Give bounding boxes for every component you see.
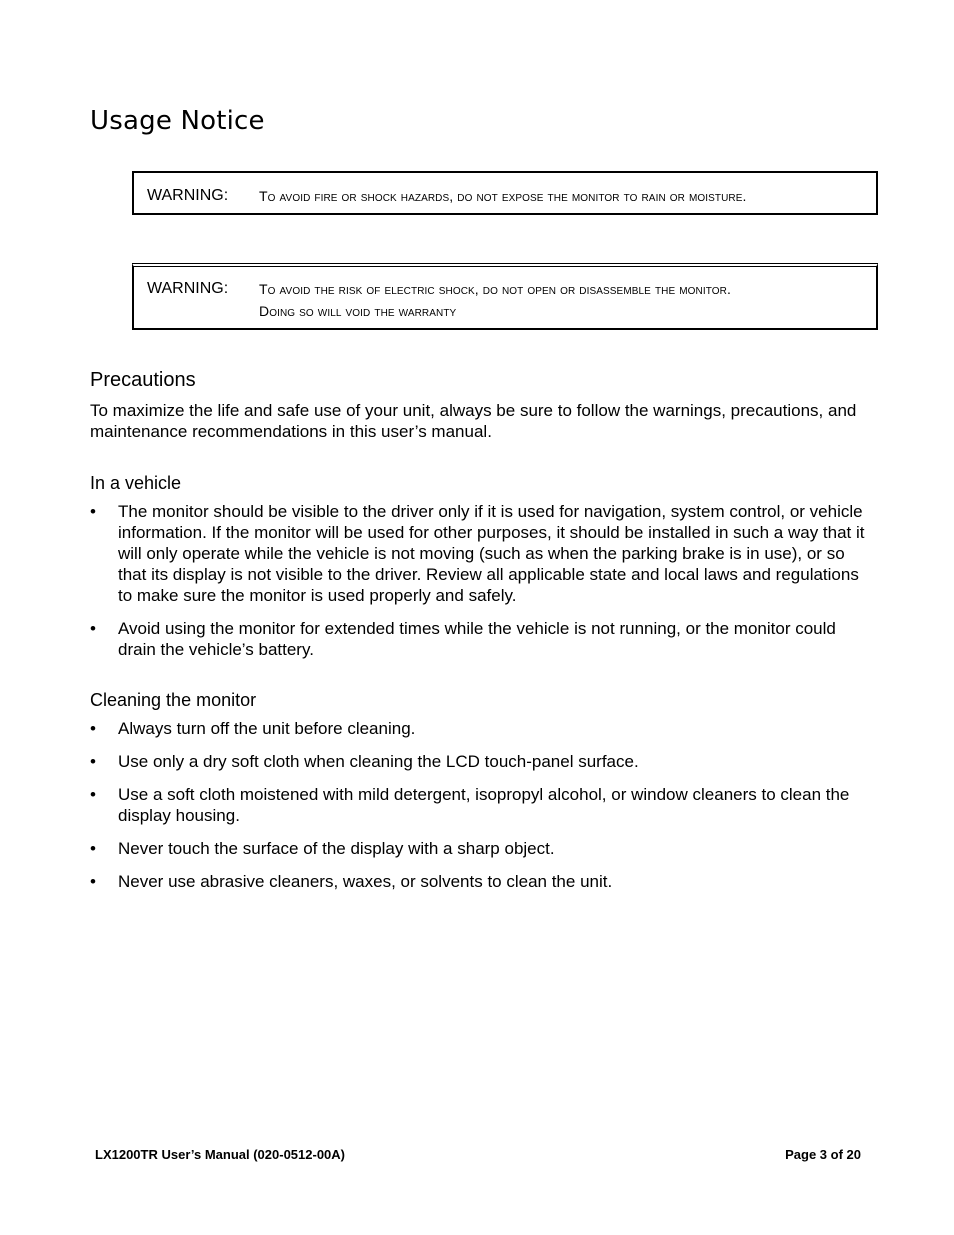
warning-text — [259, 278, 731, 322]
cleaning-list — [90, 718, 870, 904]
bullet-icon: • — [90, 719, 96, 738]
vehicle-list — [90, 501, 870, 672]
list-item-text: Use only a dry soft cloth when cleaning the LCD touch-panel surface. — [118, 752, 639, 771]
warning-label: WARNING: — [147, 187, 229, 204]
warning-box-electric-shock — [132, 263, 878, 330]
bullet-icon: • — [90, 752, 96, 771]
footer-manual-title: LX1200TR User’s Manual (020-0512-00A) — [95, 1147, 346, 1162]
list-item — [90, 501, 870, 606]
list-item-text: Use a soft cloth moistened with mild detergent, isopropyl alcohol, or window cleaners to clean the display housing. — [118, 785, 850, 825]
precautions-intro: To maximize the life and safe use of your unit, always be sure to follow the warnings, precautions, and maintenance recommendations in this user’s manual. — [90, 401, 857, 441]
bullet-icon: • — [90, 839, 96, 858]
precautions-heading: Precautions — [90, 369, 196, 391]
list-item-text: Always turn off the unit before cleaning. — [118, 719, 416, 738]
list-item — [90, 871, 870, 892]
list-item-text: Never touch the surface of the display with a sharp object. — [118, 839, 555, 858]
warning-line: To avoid the risk of electric shock, do not open or disassemble the monitor. — [259, 281, 731, 297]
list-item — [90, 784, 870, 826]
cleaning-heading: Cleaning the monitor — [90, 690, 257, 710]
warning-box-moisture — [132, 171, 878, 215]
warning-line: Doing so will void the warranty — [259, 303, 457, 319]
warning-text — [259, 185, 747, 207]
list-item-text: Avoid using the monitor for extended times while the vehicle is not running, or the monitor could drain the vehicle’s battery. — [118, 619, 836, 659]
warning-label: WARNING: — [147, 280, 229, 297]
page-title: Usage Notice — [90, 106, 265, 136]
list-item — [90, 838, 870, 859]
bullet-icon: • — [90, 502, 96, 521]
bullet-icon: • — [90, 872, 96, 891]
list-item — [90, 618, 870, 660]
list-item-text: The monitor should be visible to the driver only if it is used for navigation, system control, or vehicle information. If the monitor will be used for other purposes, it should be installed in such a way that it will only operate while the vehicle is not moving (such as when the parking brake is in use), or so that its display is not visible to the driver. Review all applicable state and local laws and regulations to make sure the monitor is used properly and safely. — [118, 502, 865, 605]
bullet-icon: • — [90, 785, 96, 804]
list-item — [90, 751, 870, 772]
bullet-icon: • — [90, 619, 96, 638]
warning-line: To avoid fire or shock hazards, do not expose the monitor to rain or moisture. — [259, 188, 747, 204]
list-item — [90, 718, 870, 739]
footer-page-number: Page 3 of 20 — [785, 1147, 861, 1162]
vehicle-heading: In a vehicle — [90, 473, 182, 493]
list-item-text: Never use abrasive cleaners, waxes, or solvents to clean the unit. — [118, 872, 613, 891]
